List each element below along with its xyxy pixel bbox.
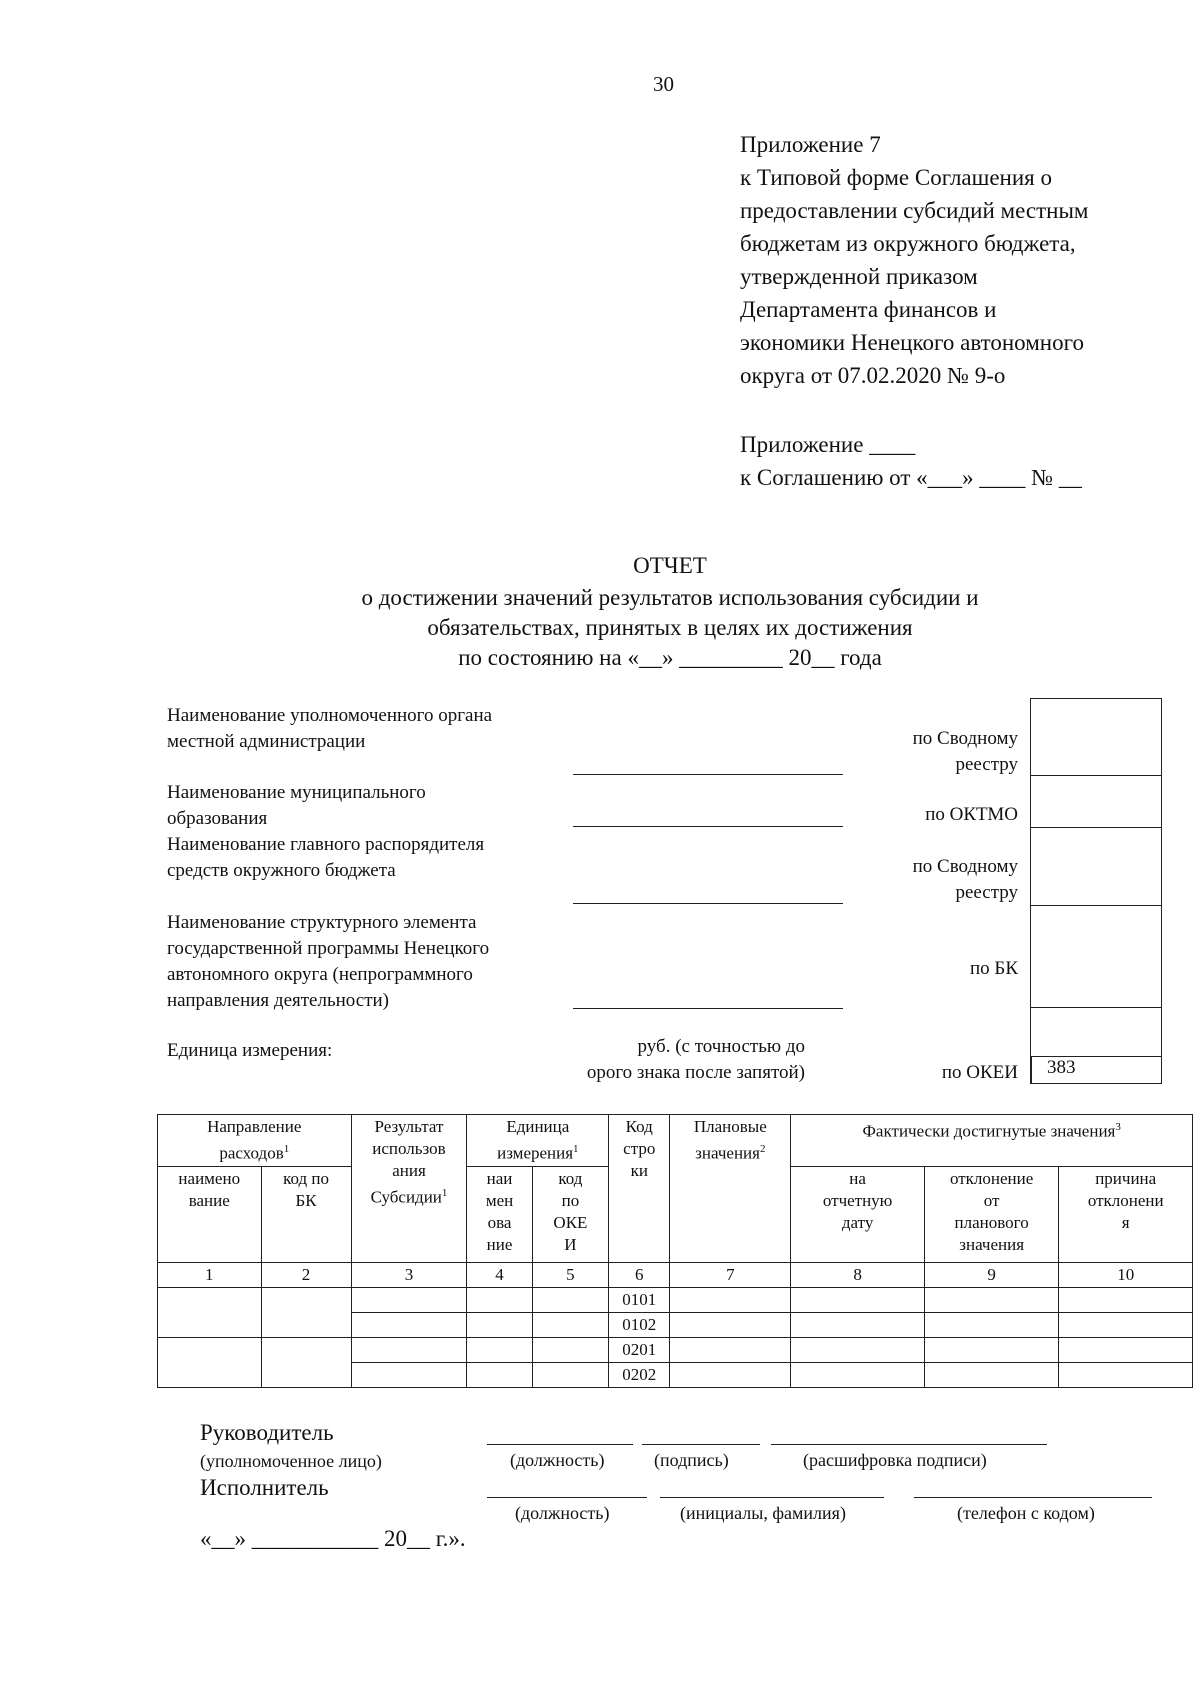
executor-position-line[interactable] [487,1497,647,1498]
cell[interactable] [351,1362,467,1387]
header-bk: код по БК [261,1166,351,1262]
header-fact: Фактически достигнутые значения$^3$ [791,1115,1193,1167]
struct-input-line[interactable] [573,1008,843,1009]
executor-phone-line[interactable] [914,1497,1152,1498]
initials-caption: (инициалы, фамилия) [680,1503,846,1523]
cell[interactable] [924,1362,1059,1387]
code-label: по Сводному реестру [912,856,1018,903]
col-number: 7 [670,1262,791,1287]
col-number: 10 [1059,1262,1193,1287]
report-table [157,1114,1193,1388]
col-number: 6 [609,1262,670,1287]
header-plan: Плановые значения$^2$ [670,1115,791,1263]
cell[interactable] [467,1312,532,1337]
agreement-appendix [740,428,1082,494]
appendix-header [740,128,1088,392]
agreement-appendix-line2: к Соглашению от «___» ____ № __ [740,465,1082,490]
field-label: Наименование структурного элемента государственной программы Ненецкого автономного округа (непрограммного направления деятельности) [167,912,490,1011]
appendix-line: бюджетам из окружного бюджета, [740,231,1076,256]
field-label: Наименование муниципального образования [167,782,426,829]
column-number-row [158,1262,1193,1287]
cell[interactable] [532,1362,609,1387]
appendix-line: округа от 07.02.2020 № 9-о [740,363,1006,388]
head-label: Руководитель [200,1420,334,1445]
cell[interactable] [351,1312,467,1337]
cell[interactable] [261,1287,351,1337]
report-subtitle: обязательствах, принятых в целях их достижения [427,615,913,640]
municipality-input-line[interactable] [573,826,843,827]
appendix-line: Приложение 7 [740,132,881,157]
col-number: 1 [158,1262,262,1287]
row-code: 0201 [609,1337,670,1362]
cell[interactable] [158,1287,262,1337]
cell[interactable] [670,1287,791,1312]
okei-value: 383 [1047,1057,1076,1078]
cell[interactable] [261,1337,351,1387]
cell[interactable] [924,1287,1059,1312]
cell[interactable] [670,1362,791,1387]
header-unit: Единица измерения$^1$ [467,1115,609,1167]
row-code: 0101 [609,1287,670,1312]
report-title: ОТЧЕТ [633,553,707,578]
cell[interactable] [467,1337,532,1362]
appendix-line: экономики Ненецкого автономного [740,330,1084,355]
code-label: по Сводному реестру [912,728,1018,775]
cell[interactable] [1059,1337,1193,1362]
agreement-appendix-line1: Приложение ____ [740,432,916,457]
appendix-line: Департамента финансов и [740,297,997,322]
row-code: 0202 [609,1362,670,1387]
cell[interactable] [532,1337,609,1362]
cell[interactable] [1059,1362,1193,1387]
appendix-line: утвержденной приказом [740,264,978,289]
date-line: «__» ___________ 20__ г.». [200,1526,466,1551]
position-caption: (должность) [510,1450,605,1470]
auth-org-input-line[interactable] [573,774,843,775]
cell[interactable] [1059,1312,1193,1337]
header-code: Код стро ки [609,1115,670,1263]
decoding-caption: (расшифровка подписи) [803,1450,987,1470]
cell[interactable] [532,1287,609,1312]
cell[interactable] [791,1362,925,1387]
executor-initials-line[interactable] [660,1497,884,1498]
cell[interactable] [924,1312,1059,1337]
header-unit-name: наи мен ова ние [467,1166,532,1262]
cell[interactable] [351,1287,467,1312]
header-okei: код по ОКЕ И [532,1166,609,1262]
appendix-line: предоставлении субсидий местным [740,198,1089,223]
phone-caption: (телефон с кодом) [957,1503,1095,1523]
code-label: по ОКЕИ [941,1062,1018,1083]
cell[interactable] [467,1287,532,1312]
row-code: 0102 [609,1312,670,1337]
cell[interactable] [791,1312,925,1337]
field-label: Наименование главного распорядителя средств окружного бюджета [167,834,485,881]
cell[interactable] [670,1312,791,1337]
position-line[interactable] [487,1444,633,1445]
header-row [158,1115,1193,1167]
executor-label: Исполнитель [200,1475,329,1500]
chief-input-line[interactable] [573,903,843,904]
table-row [158,1337,1193,1362]
code-label: по БК [969,958,1018,979]
header-result: Результат использов ания Субсидии$^1$ [351,1115,467,1263]
decoding-line[interactable] [771,1444,1047,1445]
col-number: 8 [791,1262,925,1287]
report-subtitle: о достижении значений результатов использования субсидии и [361,585,979,610]
appendix-line: к Типовой форме Соглашения о [740,165,1053,190]
cell[interactable] [791,1337,925,1362]
cell[interactable] [670,1337,791,1362]
cell[interactable] [791,1287,925,1312]
cell[interactable] [532,1312,609,1337]
col-number: 9 [924,1262,1059,1287]
cell[interactable] [351,1337,467,1362]
header-direction: Направление расходов$^1$ [158,1115,352,1167]
report-subtitle: по состоянию на «__» _________ 20__ года [458,645,882,670]
page-number: 30 [653,72,674,96]
col-number: 2 [261,1262,351,1287]
cell[interactable] [467,1362,532,1387]
cell[interactable] [158,1337,262,1387]
col-number: 5 [532,1262,609,1287]
head-sublabel: (уполномоченное лицо) [200,1451,382,1471]
cell[interactable] [1059,1287,1193,1312]
header-deviation: отклонение от планового значения [924,1166,1059,1262]
code-box [1030,698,1162,1084]
position-caption: (должность) [515,1503,610,1523]
unit-label: Единица измерения: [167,1040,333,1061]
table-row [158,1287,1193,1312]
cell[interactable] [924,1337,1059,1362]
code-label: по ОКТМО [925,804,1018,825]
header-name: наимено вание [158,1166,262,1262]
col-number: 4 [467,1262,532,1287]
signature-caption: (подпись) [654,1450,729,1470]
col-number: 3 [351,1262,467,1287]
header-date: на отчетную дату [791,1166,925,1262]
signature-line[interactable] [642,1444,760,1445]
unit-value: руб. (с точностью до орого знака после запятой) [586,1036,805,1083]
field-label: Наименование уполномоченного органа местной администрации [167,705,493,752]
header-reason: причина отклонени я [1059,1166,1193,1262]
